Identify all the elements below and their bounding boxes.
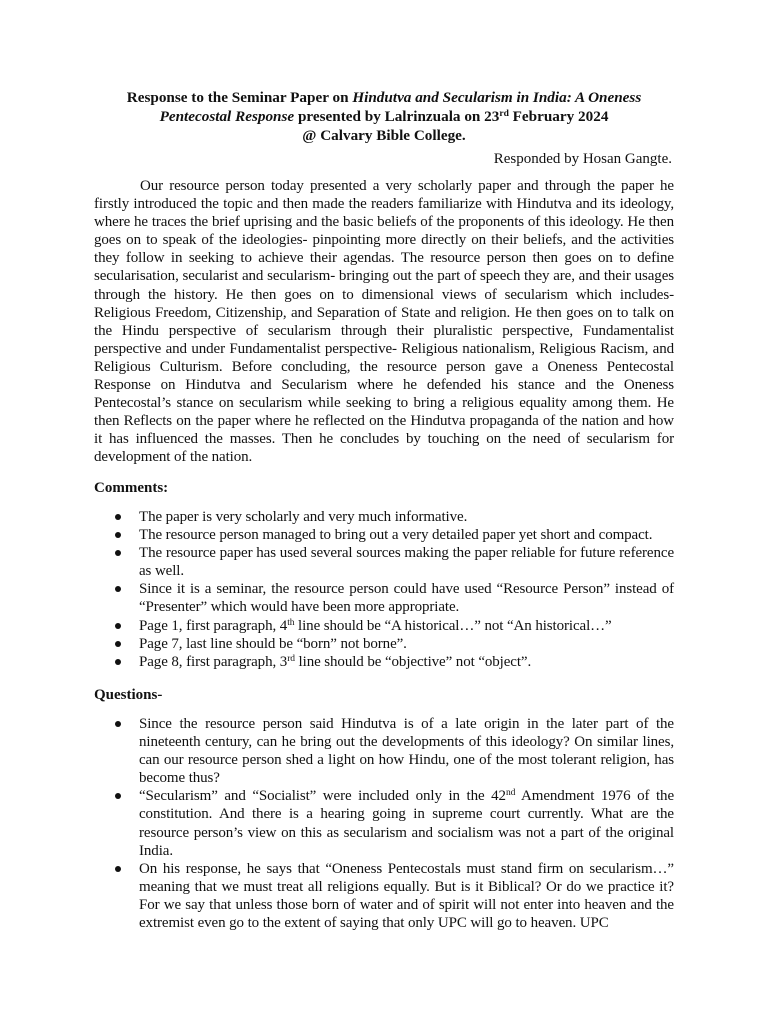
question-item: Since the resource person said Hindutva is of a late origin in the later part of the nineteenth century, can he bring out the developments of this ideology? On similar lines, can our resource person shed a light on how Hindu, one of the most tolerant religion, has become thus?: [139, 716, 674, 787]
comments-heading: Comments:: [94, 480, 169, 496]
title-line-1: Response to the Seminar Paper on Hindutva and Secularism in India: A Oneness: [126, 89, 642, 106]
comment-item: Page 8, first paragraph, 3rd line should be “objective” not “object”.: [139, 653, 532, 670]
responded-by: Responded by Hosan Gangte.: [493, 151, 672, 167]
comments-list: [94, 508, 674, 671]
title-line-3: @ Calvary Bible College.: [302, 127, 466, 144]
questions-heading: Questions-: [94, 687, 163, 703]
summary-paragraph: Our resource person today presented a very scholarly paper and through the paper he firstly introduced the topic and then made the readers familiarize with Hindutva and its ideology, where he traces the brief uprising and the basic beliefs of the proponents of this ideology. He then goes on to speak of the ideologies- pinpointing more directly on their beliefs, and the activities they follow in seeking to achieve their agendas. The resource person then goes on to define secularisation, secularist and secularism- bringing out the part of speech they are, and their usages through the history. He then goes on to dimensional views of secularism which includes- Religious Freedom, Citizenship, and Separation of State and religion. He then goes on to talk on the Hindu perspective of secularism through their pluralistic perspective, Fundamentalist perspective and under Fundamentalist perspective- Religious nationalism, Religious Racism, and Religious Culturism. Before concluding, the resource person gave a Oneness Pentecostal Response on Hindutva and Secularism where he defended his stance and the Oneness Pentecostal’s stance on secularism while seeking to bring a religious equality among them. He then Reflects on the paper where he reflected on the Hindutva propaganda of the nation and how it has influenced the masses. Then he concludes by touching on the need of secularism for development of the nation.: [94, 178, 674, 466]
comment-item: The resource paper has used several sources making the paper reliable for future reference as well.: [139, 545, 674, 580]
document-title: [94, 88, 674, 145]
comment-item: The paper is very scholarly and very much informative.: [139, 509, 468, 525]
question-item: On his response, he says that “Oneness Pentecostals must stand firm on secularism…” meaning that we must treat all religions equally. But is it Biblical? Or do we practice it? For we say that unless those born of water and of spirit will not enter into heaven and the extremist even go to the extent of saying that only UPC will go to heaven. UPC: [139, 860, 674, 932]
comment-item: Page 1, first paragraph, 4th line should be “A historical…” not “An historical…”: [139, 617, 612, 634]
questions-list: [94, 715, 674, 932]
comment-item: Since it is a seminar, the resource person could have used “Resource Person” instead of “Presenter” which would have been more appropriate.: [139, 581, 674, 616]
comment-item: The resource person managed to bring out a very detailed paper yet short and compact.: [139, 527, 653, 544]
question-item: “Secularism” and “Socialist” were included only in the 42nd Amendment 1976 of the constitution. And there is a hearing going in supreme court currently. What are the resource person’s view on this as secularism and socialism was not a part of the original India.: [139, 788, 675, 859]
title-line-2: Pentecostal Response presented by Lalrinzuala on 23rd February 2024: [159, 108, 609, 125]
comment-item: Page 7, last line should be “born” not borne”.: [139, 635, 407, 652]
